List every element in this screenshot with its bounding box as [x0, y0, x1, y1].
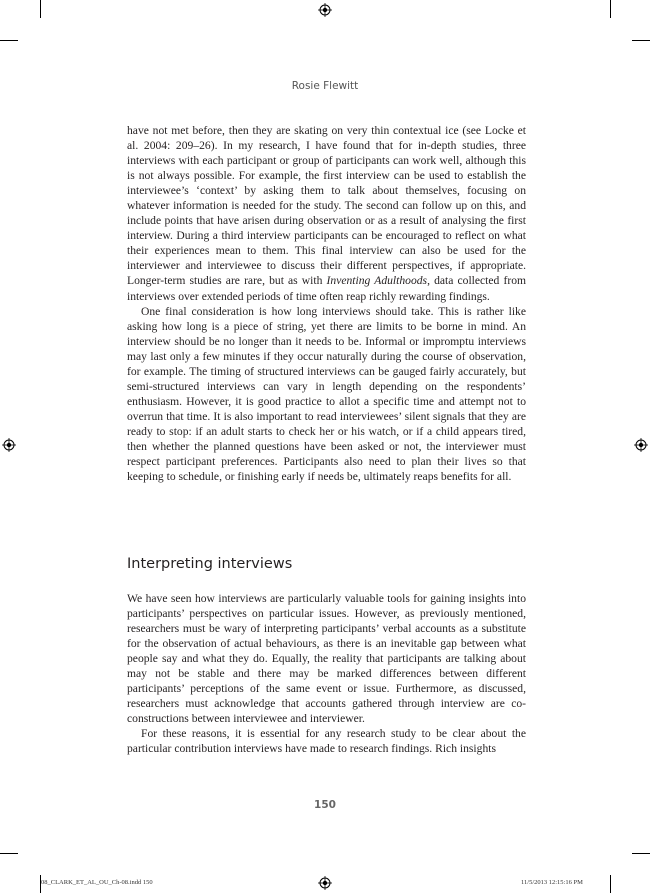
paragraph: [127, 123, 526, 304]
paragraph: [127, 591, 526, 726]
crop-mark: [632, 853, 650, 854]
body-section-two: [127, 591, 526, 757]
paragraph: [127, 304, 526, 485]
text-run: , data collected from interviews over extended periods of time often reap richly rewarding findings.: [127, 274, 527, 303]
text-run: For these reasons, it is essential for any research study to be clear about the particular contribution interviews have made to research findings. Rich insights: [127, 727, 526, 756]
crop-mark: [40, 0, 41, 18]
crop-mark: [0, 853, 18, 854]
text-run: We have seen how interviews are particularly valuable tools for gaining insights into participants’ perspectives on particular issues. However, as previously mentioned, researchers must be wary of interpreting participants’ verbal accounts as a substitute for the observation of actual behaviours, as there is an inevitable gap between what people say and what they do. Equally, the reality that participants are talking about may not be stable and there may be marked differences between different participants’ perceptions of the same event or issue. Furthermore, as discussed, researchers must acknowledge that accounts gathered through interview are co-constructions between interviewee and interviewer.: [127, 592, 526, 726]
text-run: have not met before, then they are skating on very thin contextual ice (see Locke et al. 2004: 209–26). In my research, I have found that for in-depth studies, three interviews with each participant or group of participants can work well, although this is not always possible. For example, the first interview can be used to establish the interviewee’s ‘context’ by asking them to talk about themselves, focusing on whatever information is needed for the study. The second can follow up on this, and include points that have arisen during observation or as a result of analysing the first interview. During a third interview participants can be encouraged to reflect on what their experiences mean to them. This final interview can also be used for the interviewer and interviewee to discuss their different perspectives, if appropriate. Longer-term studies are rare, but as with: [127, 124, 526, 288]
italic-title: Inventing Adulthoods: [326, 274, 428, 288]
section-heading: Interpreting interviews: [127, 556, 293, 572]
body-section-one: [127, 123, 526, 484]
registration-mark-icon: [634, 438, 648, 452]
registration-mark-icon: [2, 438, 16, 452]
slug-timestamp: 11/5/2013 12:15:16 PM: [521, 879, 583, 886]
registration-mark-icon: [318, 3, 332, 17]
registration-mark-icon: [318, 876, 332, 890]
crop-mark: [632, 40, 650, 41]
crop-mark: [0, 40, 18, 41]
paragraph: [127, 726, 526, 756]
running-head: Rosie Flewitt: [291, 80, 359, 92]
slug-file-info: 08_CLARK_ET_AL_OU_Ch-08.indd 150: [41, 879, 153, 886]
text-run: One final consideration is how long interviews should take. This is rather like asking how long is a piece of string, yet there are limits to be borne in mind. An interview should be no longer than it needs to be. Informal or impromptu interviews may last only a few minutes if they occur naturally during the course of observation, for example. The timing of structured interviews can be gauged fairly accurately, but semi-structured interviews can vary in length depending on the respondents’ enthusiasm. However, it is good practice to allot a specific time and attempt not to overrun that time. It is also important to read interviewees’ silent signals that they are ready to stop: if an adult starts to check her or his watch, or if a child appears tired, then whether the planned questions have been asked or not, the interviewer must respect participant preferences. Participants also need to plan their lives so that keeping to schedule, or finishing early if needs be, ultimately reaps benefits for all.: [127, 304, 526, 484]
crop-mark: [610, 0, 611, 18]
crop-mark: [610, 875, 611, 893]
page-number: 150: [314, 799, 336, 811]
